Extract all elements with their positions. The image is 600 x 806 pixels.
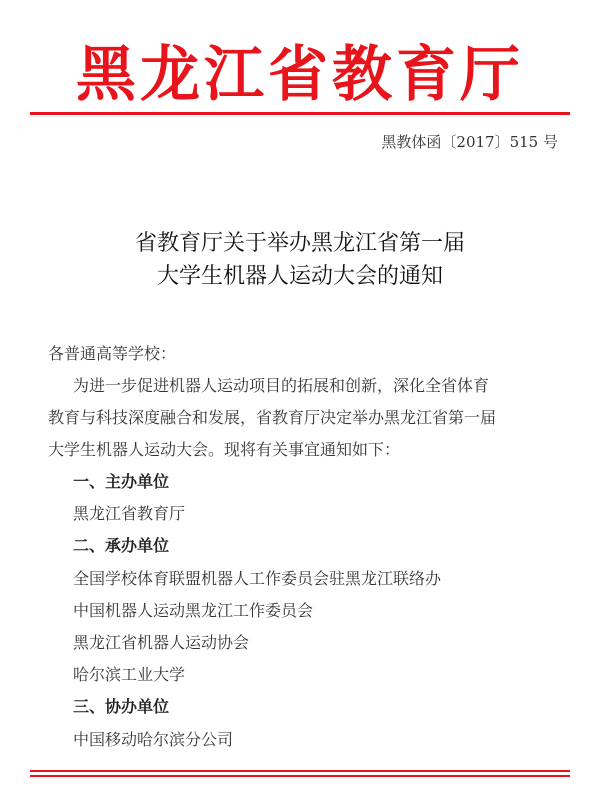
intro-line-1: 为进一步促进机器人运动项目的拓展和创新，深化全省体育 [73, 376, 490, 395]
masthead-title: 黑龙江省教育厅 [76, 40, 524, 110]
notice-title-line-2: 大学生机器人运动大会的通知 [156, 264, 443, 289]
section-heading-host: 二、承办单位 [73, 536, 170, 555]
section-heading-co-organizer: 三、协办单位 [73, 697, 170, 716]
intro-line-3: 大学生机器人运动大会。现将有关事宜通知如下： [48, 440, 401, 459]
footer-divider-lower [30, 775, 570, 777]
masthead-divider [30, 112, 570, 115]
intro-line-2: 教育与科技深度融合和发展，省教育厅决定举办黑龙江省第一届 [48, 408, 497, 427]
salutation: 各普通高等学校： [48, 344, 177, 363]
co-organizer-item: 中国移动哈尔滨分公司 [73, 730, 234, 749]
host-item: 哈尔滨工业大学 [73, 665, 186, 684]
section-heading-organizer: 一、主办单位 [73, 472, 170, 491]
organizer-item: 黑龙江省教育厅 [73, 504, 186, 523]
notice-title-line-1: 省教育厅关于举办黑龙江省第一届 [134, 231, 465, 256]
host-item: 全国学校体育联盟机器人工作委员会驻黑龙江联络办 [73, 569, 442, 588]
footer-divider-upper [30, 770, 570, 772]
document-number: 黑教体函〔2017〕515 号 [381, 133, 558, 151]
host-item: 黑龙江省机器人运动协会 [73, 633, 250, 652]
host-item: 中国机器人运动黑龙江工作委员会 [73, 601, 314, 620]
